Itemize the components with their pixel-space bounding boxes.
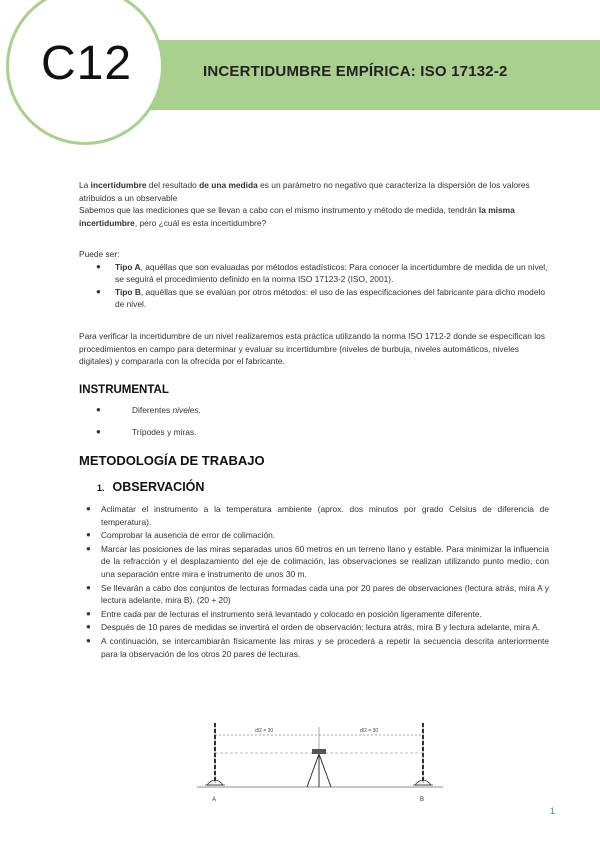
type-label: Tipo B	[115, 286, 141, 297]
type-text: , aquéllas que se evalúan por otros métodos: el uso de las especificaciones del fabricante para dicho modelo de nivel.	[115, 286, 546, 310]
bullet-icon: ●	[86, 582, 91, 592]
list-item	[79, 582, 549, 607]
intro-paragraph	[79, 179, 549, 229]
level-instrument-icon	[307, 749, 331, 787]
leveling-diagram	[195, 715, 445, 815]
distance-label-right: d/2 = 30	[360, 728, 379, 734]
intro-bold: la misma incertidumbre	[79, 205, 515, 228]
observation-step: Entre cada par de lecturas el instrumento será levantado y colocado en posición ligeramente diferente.	[101, 608, 482, 619]
verify-paragraph: Para verificar la incertidumbre de un nivel realizaremos esta práctica utilizando la norma ISO 1712-2 donde se especifican los procedimientos en campo para determinar y evaluar su incertidumbre (niveles de burbuja, niveles automáticos, niveles digitales) y compararla con la ofrecida por el fabricante.	[79, 331, 545, 367]
bullet-icon: ●	[86, 635, 91, 645]
bullet-icon: ●	[86, 543, 91, 553]
observation-list	[79, 503, 549, 661]
bullet-icon: ●	[86, 504, 91, 513]
bullet-icon: ●	[86, 608, 91, 618]
observation-step: Aclimatar el instrumento a la temperatura ambiente (aprox. dos minutos por grado Celsius de diferencia de temperatura).	[101, 504, 549, 527]
intro-text: La	[79, 180, 91, 190]
section-number: 1.	[97, 483, 105, 493]
list-item	[79, 608, 549, 621]
methodology-heading: METODOLOGÍA DE TRABAJO	[79, 453, 265, 468]
instrument-text	[132, 405, 201, 415]
staff-b	[413, 723, 433, 785]
staff-a	[205, 723, 225, 785]
intro-text: , pero ¿cuál es esta incertidumbre?	[134, 217, 267, 228]
point-label-b: B	[420, 797, 425, 803]
instrument-text: Trípodes y miras.	[132, 427, 197, 437]
types-lead: Puede ser:	[79, 249, 120, 259]
bullet-icon: ●	[96, 427, 101, 436]
intro-line-2	[79, 204, 549, 229]
bullet-icon: ●	[86, 530, 91, 540]
bullet-icon: ●	[96, 261, 101, 271]
list-item	[79, 621, 549, 634]
list-item	[79, 503, 549, 528]
types-list	[79, 261, 549, 311]
observation-step: Comprobar la ausencia de error de colimación.	[101, 530, 276, 541]
intro-bold: de una medida	[199, 180, 258, 190]
instrumental-heading: INSTRUMENTAL	[79, 384, 169, 396]
list-item	[79, 529, 549, 542]
bullet-icon: ●	[96, 286, 101, 296]
instrument-text-italic: niveles.	[172, 405, 201, 415]
type-text: , aquéllas que son evaluadas por métodos estadísticos: Para conocer la incertidumbre de medida de un nivel, se seguirá el procedimiento definido en la norma ISO 17123-2 (ISO, 2001).	[115, 261, 548, 285]
list-item	[79, 286, 549, 311]
distance-label-left: d/2 = 30	[255, 728, 274, 734]
observation-step: A continuación, se intercambiarán físicamente las miras y se procederá a repetir la secuencia descrita anteriormente para la observación de los otros 20 pares de lecturas.	[101, 635, 549, 659]
observation-title: OBSERVACIÓN	[112, 480, 205, 494]
page-number: 1	[550, 806, 556, 816]
bullet-icon: ●	[86, 622, 91, 632]
list-item	[79, 543, 549, 581]
page-title: INCERTIDUMBRE EMPÍRICA: ISO 17132-2	[203, 63, 508, 80]
bullet-icon: ●	[96, 405, 101, 414]
instrument-text-part: Diferentes	[132, 405, 173, 415]
chapter-circle	[6, 0, 164, 145]
intro-text: del resultado	[146, 180, 200, 190]
observation-heading	[97, 480, 204, 494]
observation-step: Se llevarán a cabo dos conjuntos de lecturas formadas cada una por 20 pares de observaciones (lectura atrás, mira A y lectura adelante, mira B). (20 + 20)	[101, 582, 549, 606]
intro-text: Sabemos que las mediciones que se llevan a cabo con el mismo instrumento y método de medida, tendrán	[79, 205, 479, 216]
list-item	[79, 635, 549, 660]
chapter-label: C12	[41, 37, 133, 90]
observation-step: Después de 10 pares de medidas se invertirá el orden de observación: lectura atrás, mira B y lectura adelante, mira A.	[101, 622, 540, 633]
intro-line-1	[79, 179, 549, 204]
intro-bold: incertidumbre	[90, 180, 147, 190]
observation-step: Marcar las posiciones de las miras separadas unos 60 metros en un terreno llano y estable. Para minimizar la influencia de la refracción y el desplazamiento del eje de colimación, las observaciones se realizan utilizando punto medio, con una separación entre mira e instrumento de unos 30 m.	[101, 543, 549, 579]
intro-text: es un parámetro no negativo que caracteriza la dispersión de los valores atribuidos a un observable	[79, 180, 530, 203]
point-label-a: A	[212, 797, 217, 803]
list-item	[79, 261, 549, 286]
types-section	[79, 248, 549, 311]
type-label: Tipo A	[115, 261, 141, 272]
